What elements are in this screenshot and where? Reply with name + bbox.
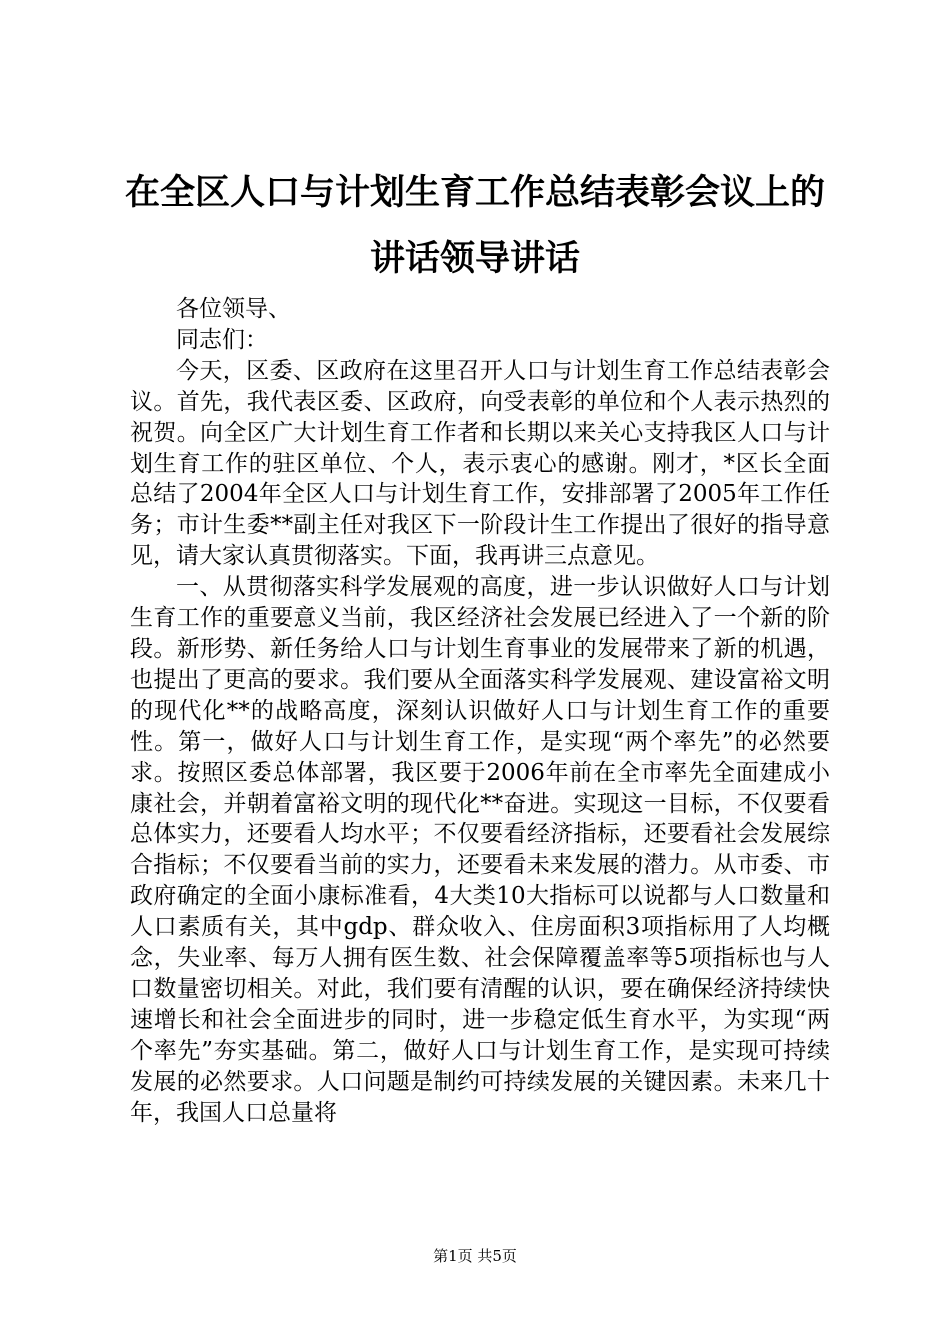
page-footer (0, 1246, 950, 1266)
title-line-1: 在全区人口与计划生育工作总结表彰会议上的 (124, 172, 825, 213)
paragraph-opening: 今天，区委、区政府在这里召开人口与计划生育工作总结表彰会议。首先，我代表区委、区政府，向受表彰的单位和个人表示热烈的祝贺。向全区广大计划生育工作者和长期以来关心支持我区人口与计划生育工作的驻区单位、个人，表示衷心的感谢。刚才，*区长全面总结了2004年全区人口与计划生育工作，安排部署了2005年工作任务；市计生委**副主任对我区下一阶段计生工作提出了很好的指导意见，请大家认真贯彻落实。下面，我再讲三点意见。 (130, 357, 830, 570)
salutation-comrades: 同志们： (176, 326, 268, 353)
title-line-2: 讲话领导讲话 (369, 238, 580, 279)
document-title (110, 160, 840, 292)
document-body (130, 294, 830, 1128)
page-indicator: 第1页 共5页 (433, 1247, 517, 1265)
paragraph-section-one: 一、从贯彻落实科学发展观的高度，进一步认识做好人口与计划生育工作的重要意义当前，我区经济社会发展已经进入了一个新的阶段。新形势、新任务给人口与计划生育事业的发展带来了新的机遇，也提出了更高的要求。我们要从全面落实科学发展观、建设富裕文明的现代化**的战略高度，深刻认识做好人口与计划生育工作的重要性。第一，做好人口与计划生育工作，是实现“两个率先”的必然要求。按照区委总体部署，我区要于2006年前在全市率先全面建成小康社会，并朝着富裕文明的现代化**奋进。实现这一目标，不仅要看总体实力，还要看人均水平；不仅要看经济指标，还要看社会发展综合指标；不仅要看当前的实力，还要看未来发展的潜力。从市委、市政府确定的全面小康标准看，4大类10大指标可以说都与人口数量和人口素质有关，其中gdp、群众收入、住房面积3项指标用了人均概念，失业率、每万人拥有医生数、社会保障覆盖率等5项指标也与人口数量密切相关。对此，我们要有清醒的认识，要在确保经济持续快速增长和社会全面进步的同时，进一步稳定低生育水平，为实现“两个率先”夯实基础。第二，做好人口与计划生育工作，是实现可持续发展的必然要求。人口问题是制约可持续发展的关键因素。未来几十年，我国人口总量将 (130, 574, 830, 1126)
salutation-leaders: 各位领导、 (176, 296, 291, 322)
